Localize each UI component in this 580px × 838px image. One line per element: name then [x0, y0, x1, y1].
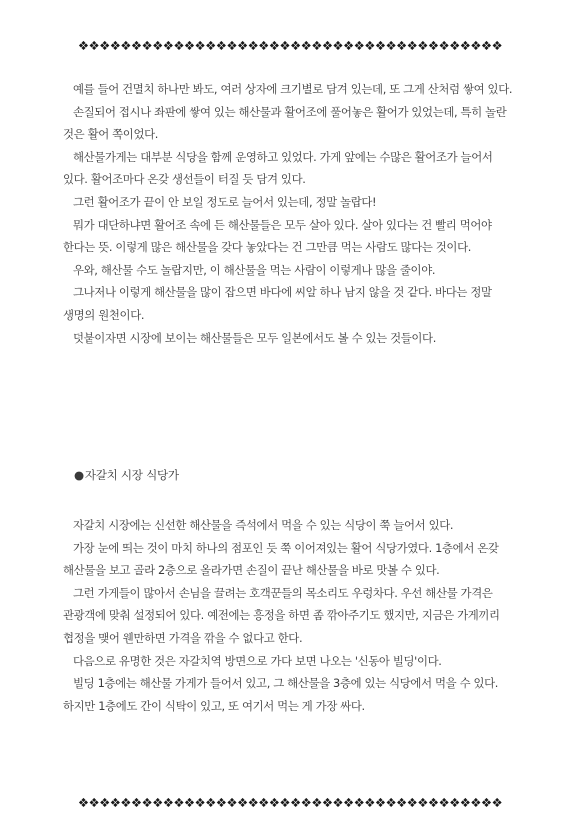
- paragraph: 다음으로 유명한 것은 자갈치역 방면으로 가다 보면 나오는 '신동아 빌딩'이다.: [73, 653, 442, 668]
- section-heading: [74, 464, 179, 486]
- bottom-decorative-border: ❖❖❖❖❖❖❖❖❖❖❖❖❖❖❖❖❖❖❖❖❖❖❖❖❖❖❖❖❖❖❖❖❖❖❖❖❖❖❖❖: [77, 795, 503, 810]
- paragraph: 뭐가 대단하냐면 활어조 속에 든 해산물들은 모두 살아 있다. 살아 있다는 건 빨리 먹어야 한다는 뜻. 이렇게 많은 해산물을 갖다 놓았다는 건 그만큼 먹는 사람도 많다는 것이다.: [63, 217, 492, 255]
- paragraph: 우와, 해산물 수도 놀랍지만, 이 해산물을 먹는 사람이 이렇게나 많을 줄이야.: [73, 262, 436, 277]
- paragraph: 그런 가게들이 많아서 손님을 끌려는 호객꾼들의 목소리도 우렁차다. 우선 해산물 가격은 관광객에 맞춰 설정되어 있다. 예전에는 흥정을 하면 좀 깎아주기도 했지만, 지금은 가게끼리 협정을 맺어 웬만하면 가격을 깎을 수 없다고 한다.: [63, 585, 500, 645]
- section-heading-text: 자갈치 시장 식당가: [84, 468, 179, 482]
- paragraph: 빌딩 1층에는 해산물 가게가 들어서 있고, 그 해산물을 3층에 있는 식당에서 먹을 수 있다. 하지만 1층에도 간이 식탁이 있고, 또 여기서 먹는 게 가장 싸다.: [63, 676, 499, 713]
- paragraph: 가장 눈에 띄는 것이 마치 하나의 점포인 듯 쭉 이어져있는 활어 식당가였다. 1층에서 온갖 해산물을 보고 골라 2층으로 올라가면 손질이 끝난 해산물을 바로 맛볼 수 있다.: [63, 540, 499, 578]
- bullet-icon: ●: [74, 468, 84, 482]
- paragraph: 그런 활어조가 끝이 안 보일 정도로 늘어서 있는데, 정말 놀랍다!: [73, 194, 377, 209]
- paragraph: 해산물가게는 대부분 식당을 함께 운영하고 있었다. 가게 앞에는 수많은 활어조가 늘어서 있다. 활어조마다 온갖 생선들이 터질 듯 담겨 있다.: [63, 149, 493, 187]
- section-market-seafood: [63, 78, 518, 349]
- paragraph: 예를 들어 건멸치 하나만 봐도, 여러 상자에 크기별로 담겨 있는데, 또 그게 산처럼 쌓여 있다.: [73, 82, 513, 96]
- paragraph: 자갈치 시장에는 신선한 해산물을 즉석에서 먹을 수 있는 식당이 쭉 늘어서 있다.: [73, 518, 454, 532]
- paragraph: 손질되어 접시나 좌판에 쌓여 있는 해산물과 활어조에 풀어놓은 활어가 있었는데, 특히 놀란 것은 활어 쪽이었다.: [63, 104, 507, 142]
- paragraph: 덧붙이자면 시장에 보이는 해산물들은 모두 일본에서도 볼 수 있는 것들이다.: [73, 330, 436, 345]
- section-restaurant-street: [63, 514, 518, 717]
- paragraph: 그나저나 이렇게 해산물을 많이 잡으면 바다에 씨알 하나 남지 않을 것 같다. 바다는 정말 생명의 원천이다.: [63, 285, 492, 322]
- top-decorative-border: ❖❖❖❖❖❖❖❖❖❖❖❖❖❖❖❖❖❖❖❖❖❖❖❖❖❖❖❖❖❖❖❖❖❖❖❖❖❖❖❖: [77, 38, 503, 53]
